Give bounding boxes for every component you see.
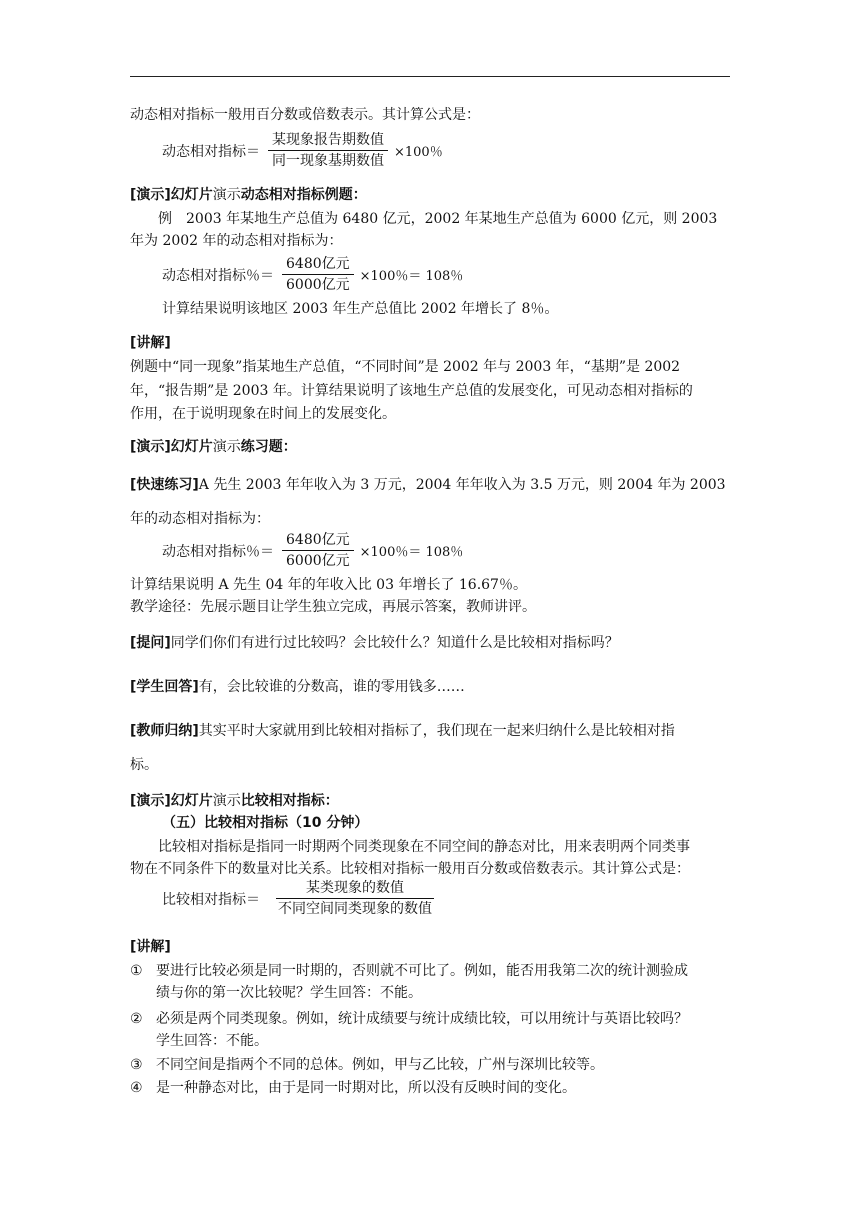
fraction-denominator: 同一现象基期数值	[272, 153, 384, 169]
section-heading: （五）比较相对指标（10 分钟）	[162, 815, 369, 831]
fraction-denominator: 不同空间同类现象的数值	[278, 901, 432, 917]
explain-tag-2: [讲解]	[130, 939, 171, 955]
text: 演示	[212, 793, 241, 809]
fraction	[282, 254, 354, 295]
tag: [演示]	[130, 439, 171, 455]
explain-line-1: 例题中“同一现象”指某地生产总值，“不同时间”是 2002 年与 2003 年，“基期”是 2002	[130, 359, 681, 375]
result-line-1: 计算结果说明该地区 2003 年生产总值比 2002 年增长了 8％。	[162, 301, 559, 317]
summary-line-1	[130, 720, 730, 742]
fraction-numerator: 某现象报告期数值	[268, 130, 388, 151]
definition-line-1: 比较相对指标是指同一时期两个同类现象在不同空间的静态对比，用来表明两个同类事	[158, 839, 690, 855]
formula-comparison-index	[162, 878, 442, 919]
tag: [演示]	[130, 187, 171, 203]
example-line-1: 例 2003 年某地生产总值为 6480 亿元，2002 年某地生产总值为 6000 亿元，则 2003	[158, 211, 718, 227]
formula-label: 动态相对指标％＝	[162, 543, 274, 560]
text: 其实平时大家就用到比较相对指标了，我们现在一起来归纳什么是比较相对指	[198, 723, 675, 739]
fraction-denominator: 6000亿元	[286, 277, 350, 293]
tag: [教师归纳]	[130, 723, 199, 739]
formula-dynamic-index	[162, 130, 443, 171]
explain-tag-1: [讲解]	[130, 335, 171, 351]
line: 要进行比较必须是同一时期的，否则就不可比了。例如，能否用我第二次的统计测验成	[156, 963, 688, 979]
list-text	[156, 1008, 730, 1052]
answer-line	[130, 676, 730, 698]
fraction	[282, 530, 354, 571]
text: ：	[282, 439, 297, 455]
fraction	[274, 878, 436, 919]
formula-label: 动态相对指标％＝	[162, 267, 274, 284]
list-number: ④	[130, 1080, 143, 1096]
demo-heading-2	[130, 436, 730, 458]
summary-line-2: 标。	[130, 757, 158, 773]
practice-line-1	[130, 474, 730, 496]
explain-line-3: 作用，在于说明现象在时间上的发展变化。	[130, 406, 396, 422]
formula-tail: ×100％	[394, 145, 443, 160]
formula-label: 比较相对指标＝	[162, 891, 260, 908]
practice-line-2: 年的动态相对指标为：	[130, 511, 270, 527]
line: 学生回答：不能。	[156, 1033, 268, 1049]
tag: [提问]	[130, 635, 171, 651]
text: 同学们你们有进行过比较吗？会比较什么？知道什么是比较相对指标吗？	[170, 635, 619, 651]
bold-text: 动态相对指标例题	[240, 187, 353, 203]
list-number: ①	[130, 963, 143, 979]
text: ：	[324, 793, 339, 809]
tag: [学生回答]	[130, 679, 199, 695]
list-text: 是一种静态对比，由于是同一时期对比，所以没有反映时间的变化。	[156, 1080, 576, 1096]
list-text: 不同空间是指两个不同的总体。例如，甲与乙比较，广州与深圳比较等。	[156, 1057, 604, 1073]
text: 演示	[212, 439, 241, 455]
list-number: ②	[130, 1011, 143, 1027]
intro-text: 动态相对指标一般用百分数或倍数表示。其计算公式是：	[130, 107, 480, 123]
fraction-denominator: 6000亿元	[286, 553, 350, 569]
line: 必须是两个同类现象。例如，统计成绩要与统计成绩比较，可以用统计与英语比较吗？	[156, 1011, 688, 1027]
example-line-2: 年为 2002 年的动态相对指标为：	[130, 233, 343, 249]
fraction-numerator: 6480亿元	[282, 254, 354, 275]
formula-tail: ×100％＝ 108％	[359, 269, 464, 284]
list-text	[156, 960, 730, 1004]
text: 有，会比较谁的分数高，谁的零用钱多……	[198, 679, 465, 695]
text: A 先生 2003 年年收入为 3 万元，2004 年年收入为 3.5 万元，则 2004 年为 2003	[198, 477, 726, 493]
text: ：	[352, 187, 367, 203]
result-line-2: 计算结果说明 A 先生 04 年的年收入比 03 年增长了 16.67％。	[130, 577, 527, 593]
line: 绩与你的第一次比较呢？学生回答：不能。	[156, 985, 422, 1001]
fraction-numerator: 某类现象的数值	[276, 878, 434, 899]
tag: [快速练习]	[130, 477, 199, 493]
demo-heading-1	[130, 184, 730, 206]
formula-practice	[162, 530, 463, 571]
header-rule	[130, 76, 730, 77]
fraction	[268, 130, 388, 171]
bold-text: 练习题	[240, 439, 283, 455]
demo-heading-3	[130, 790, 730, 812]
bold-text: 幻灯片	[170, 793, 213, 809]
question-line	[130, 632, 730, 654]
list-number: ③	[130, 1057, 143, 1073]
formula-tail: ×100％＝ 108％	[359, 545, 464, 560]
formula-example-1	[162, 254, 463, 295]
formula-label: 动态相对指标＝	[162, 143, 260, 160]
teaching-method: 教学途径：先展示题目让学生独立完成，再展示答案，教师讲评。	[130, 599, 536, 615]
bold-text: 幻灯片	[170, 439, 213, 455]
bold-text: 比较相对指标	[240, 793, 325, 809]
fraction-numerator: 6480亿元	[282, 530, 354, 551]
explain-line-2: 年，“报告期”是 2003 年。计算结果说明了该地生产总值的发展变化，可见动态相对指标的	[130, 383, 693, 399]
text: 演示	[212, 187, 241, 203]
tag: [演示]	[130, 793, 171, 809]
definition-line-2: 物在不同条件下的数量对比关系。比较相对指标一般用百分数或倍数表示。其计算公式是：	[130, 861, 690, 877]
bold-text: 幻灯片	[170, 187, 213, 203]
